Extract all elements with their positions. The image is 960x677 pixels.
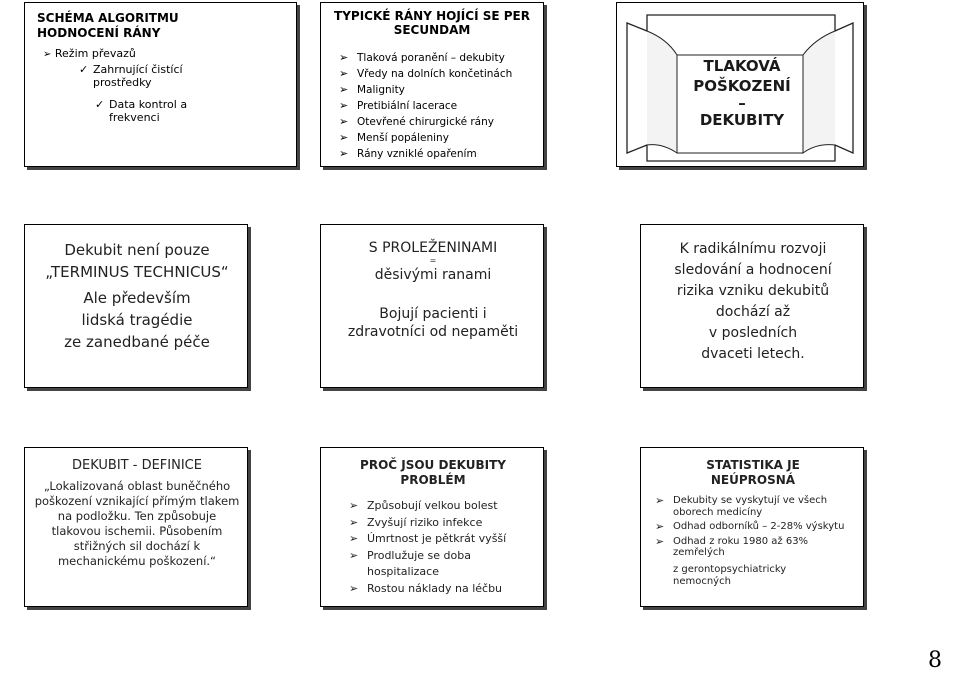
check-bullet-icon: ✓ bbox=[79, 63, 89, 76]
list-item: ➢ Otevřené chirurgické rány bbox=[339, 115, 494, 128]
slide-title: DEKUBIT - DEFINICE bbox=[72, 458, 202, 473]
wound-list bbox=[339, 50, 539, 162]
slide-body: Dekubit není pouze „TERMINUS TECHNICUS“ Ale především lidská tragédie ze zanedbané péče bbox=[45, 241, 229, 351]
arrow-bullet-icon: ➢ bbox=[655, 534, 665, 548]
list-item: ➢ Malignity bbox=[339, 83, 405, 96]
arrow-bullet-icon: ➢ bbox=[349, 532, 359, 545]
arrow-bullet-icon: ➢ bbox=[339, 51, 349, 64]
arrow-bullet-icon: ➢ bbox=[655, 494, 665, 507]
list-subitem-label: Data kontrol a frekvenci bbox=[109, 98, 188, 124]
arrow-bullet-icon: ➢ bbox=[339, 67, 349, 80]
slide-algorithm bbox=[24, 2, 297, 167]
definition-text: „Lokalizovaná oblast buněčného poškození vznikající přímým tlakem na podložku. Ten způsobuje tlakovou ischemii. Působením střižných sil dochází k mechanickému poškození.“ bbox=[34, 479, 240, 568]
arrow-bullet-icon: ➢ bbox=[339, 99, 349, 112]
list-item: ➢ Úmrtnost je pětkrát vyšší bbox=[349, 531, 534, 548]
list-subitem bbox=[79, 63, 213, 89]
list-item: ➢ Způsobují velkou bolest bbox=[349, 498, 534, 515]
arrow-bullet-icon: ➢ bbox=[339, 147, 349, 160]
list-item: ➢ Rostou náklady na léčbu bbox=[349, 581, 534, 598]
list-item: ➢ Vředy na dolních končetinách bbox=[339, 67, 513, 80]
list-item: ➢ Odhad z roku 1980 až 63% zemřelých bbox=[655, 534, 809, 558]
list-item: ➢ Prodlužuje se doba hospitalizace bbox=[349, 548, 471, 578]
arrow-bullet-icon: ➢ bbox=[655, 520, 665, 533]
list-item: ➢ Tlaková poranění – dekubity bbox=[339, 51, 505, 64]
slide-problem bbox=[320, 447, 544, 607]
slide-title: STATISTIKA JE NEÚPROSNÁ bbox=[706, 458, 800, 487]
slide-body: S PROLEŽENINAMI = děsivými ranami Bojují pacienti i zdravotníci od nepaměti bbox=[347, 240, 519, 340]
slide-title: SCHÉMA ALGORITMU HODNOCENÍ RÁNY bbox=[37, 11, 179, 40]
banner-text: TLAKOVÁ POŠKOZENÍ – DEKUBITY bbox=[693, 57, 791, 129]
list-item bbox=[43, 47, 136, 60]
slide-body: K radikálnímu rozvoji sledování a hodnocení rizika vzniku dekubitů dochází až v posledních dvaceti letech. bbox=[674, 241, 832, 362]
slide-definition bbox=[24, 447, 248, 607]
list-item: ➢ Dekubity se vyskytují ve všech oborech medicíny bbox=[655, 494, 828, 518]
arrow-bullet-icon: ➢ bbox=[349, 548, 359, 562]
slide-bedsores bbox=[320, 224, 544, 388]
check-bullet-icon: ✓ bbox=[95, 98, 105, 111]
arrow-bullet-icon: ➢ bbox=[339, 131, 349, 144]
slide-typical-wounds bbox=[320, 2, 544, 167]
problem-list bbox=[349, 498, 534, 597]
list-item: ➢ Menší popáleniny bbox=[339, 131, 449, 144]
slide-terminus bbox=[24, 224, 248, 388]
list-item: ➢ Zvyšují riziko infekce bbox=[349, 515, 534, 532]
arrow-bullet-icon: ➢ bbox=[43, 49, 52, 60]
slide-development bbox=[640, 224, 864, 388]
list-subitem-label: Zahrnující čistící prostředky bbox=[93, 63, 183, 89]
slide-pressure-banner bbox=[616, 2, 864, 167]
arrow-bullet-icon: ➢ bbox=[349, 499, 359, 512]
slide-title: PROČ JSOU DEKUBITY PROBLÉM bbox=[360, 458, 506, 487]
page-number: 8 bbox=[928, 648, 942, 673]
slide-title: TYPICKÉ RÁNY HOJÍCÍ SE PER SECUNDAM bbox=[334, 9, 530, 37]
arrow-bullet-icon: ➢ bbox=[339, 115, 349, 128]
arrow-bullet-icon: ➢ bbox=[349, 581, 359, 595]
list-item-label: Režim převazů bbox=[54, 47, 136, 60]
list-item: ➢ Pretibiální lacerace bbox=[339, 99, 458, 112]
slide-statistics bbox=[640, 447, 864, 607]
arrow-bullet-icon: ➢ bbox=[339, 83, 349, 96]
list-item: ➢ Rány vzniklé opařením bbox=[339, 147, 477, 160]
list-item: ➢ Odhad odborníků – 2-28% výskytu bbox=[655, 520, 845, 533]
statistics-tail: z gerontopsychiatricky nemocných bbox=[673, 564, 787, 587]
statistics-list bbox=[655, 495, 857, 559]
list-subitem bbox=[95, 98, 219, 124]
arrow-bullet-icon: ➢ bbox=[349, 515, 359, 529]
